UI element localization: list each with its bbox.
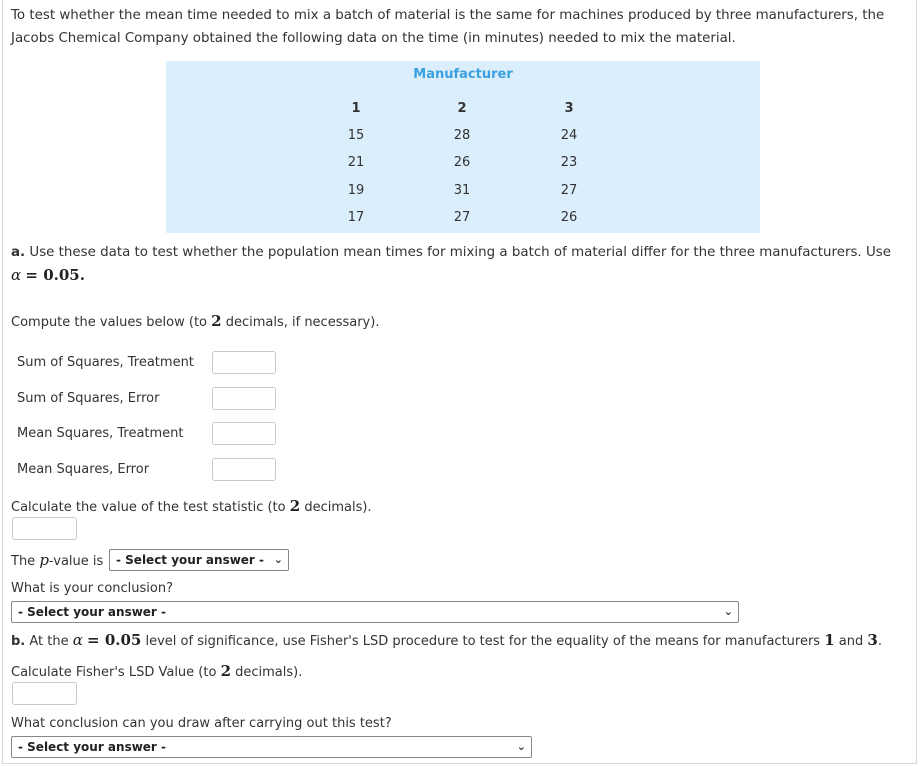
ms-treatment-label: Mean Squares, Treatment — [17, 426, 184, 441]
table-cell: 17 — [347, 210, 365, 225]
ss-error-label: Sum of Squares, Error — [17, 391, 160, 406]
table-cell: 26 — [560, 210, 578, 225]
alpha-symbol: α — [72, 631, 83, 649]
compute-instruction — [11, 312, 379, 330]
table-cell: 15 — [347, 128, 365, 143]
intro-line-2: Jacobs Chemical Company obtained the following data on the time (in minutes) needed to mix the material. — [11, 31, 736, 46]
conclusion-select-value: - Select your answer - — [18, 605, 167, 619]
table-cell: 26 — [453, 155, 471, 170]
chevron-down-icon: ⌄ — [273, 553, 283, 566]
part-b-t4: . — [877, 634, 882, 649]
data-table — [166, 61, 760, 233]
lsd-prefix: Calculate Fisher's LSD Value (to — [11, 665, 221, 680]
test-stat-instruction — [11, 497, 372, 515]
lsd-suffix: decimals). — [231, 665, 303, 680]
part-a-question — [11, 242, 906, 288]
chevron-down-icon: ⌄ — [723, 605, 733, 618]
lsd-decimals: 2 — [220, 662, 231, 680]
pvalue-p: p — [39, 551, 49, 569]
conclusion-select[interactable] — [11, 601, 739, 623]
part-a-label: a. — [11, 245, 26, 260]
test-stat-input[interactable] — [12, 517, 77, 540]
table-cell: 19 — [347, 183, 365, 198]
part-a-text: Use these data to test whether the population mean times for mixing a batch of material differ for the three manufacturers. Use — [29, 245, 891, 260]
final-question: What conclusion can you draw after carrying out this test? — [11, 716, 392, 731]
compute-suffix: decimals, if necessary). — [221, 315, 380, 330]
lsd-instruction — [11, 662, 302, 680]
intro-line-1: To test whether the mean time needed to mix a batch of material is the same for machines produced by three manufacturers, the — [11, 8, 885, 23]
table-cell: 24 — [560, 128, 578, 143]
table-cell: 27 — [453, 210, 471, 225]
part-b-question — [11, 631, 882, 649]
ss-error-input[interactable] — [212, 387, 276, 410]
test-stat-prefix: Calculate the value of the test statistic (to — [11, 500, 290, 515]
final-select[interactable] — [11, 736, 532, 758]
pvalue-prefix: The — [11, 554, 40, 569]
compute-decimals: 2 — [211, 312, 222, 330]
ss-treatment-label: Sum of Squares, Treatment — [17, 355, 194, 370]
table-cell: 31 — [453, 183, 471, 198]
manufacturer-b: 3 — [867, 631, 878, 649]
alpha-value: = 0.05 — [25, 266, 80, 284]
pvalue-select[interactable] — [109, 549, 289, 571]
table-header: 2 — [457, 101, 467, 116]
pvalue-suffix: -value is — [48, 554, 104, 569]
part-b-label: b. — [11, 634, 26, 649]
alpha-symbol: α — [11, 266, 22, 284]
table-cell: 27 — [560, 183, 578, 198]
table-header: 3 — [564, 101, 574, 116]
table-cell: 21 — [347, 155, 365, 170]
conclusion-question: What is your conclusion? — [11, 581, 173, 596]
part-b-t1: At the — [29, 634, 73, 649]
ms-error-label: Mean Squares, Error — [17, 462, 150, 477]
part-b-t3: and — [834, 634, 868, 649]
table-header: 1 — [351, 101, 361, 116]
test-stat-suffix: decimals). — [300, 500, 372, 515]
intro-text — [11, 4, 901, 50]
table-title: Manufacturer — [413, 67, 513, 82]
alpha-end: . — [79, 266, 85, 284]
table-cell: 23 — [560, 155, 578, 170]
test-stat-decimals: 2 — [289, 497, 301, 515]
ms-error-input[interactable] — [212, 458, 276, 481]
final-select-value: - Select your answer - — [18, 740, 167, 754]
manufacturer-a: 1 — [824, 631, 835, 649]
ms-treatment-input[interactable] — [212, 422, 276, 445]
chevron-down-icon: ⌄ — [516, 740, 526, 753]
table-cell: 28 — [453, 128, 471, 143]
pvalue-select-value: - Select your answer - — [116, 553, 265, 567]
lsd-input[interactable] — [12, 682, 77, 705]
part-b-t2: level of significance, use Fisher's LSD procedure to test for the equality of the means for manufacturers — [141, 634, 825, 649]
ss-treatment-input[interactable] — [212, 351, 276, 374]
pvalue-label — [11, 551, 103, 569]
alpha-value: = 0.05 — [87, 631, 142, 649]
compute-prefix: Compute the values below (to — [11, 315, 212, 330]
